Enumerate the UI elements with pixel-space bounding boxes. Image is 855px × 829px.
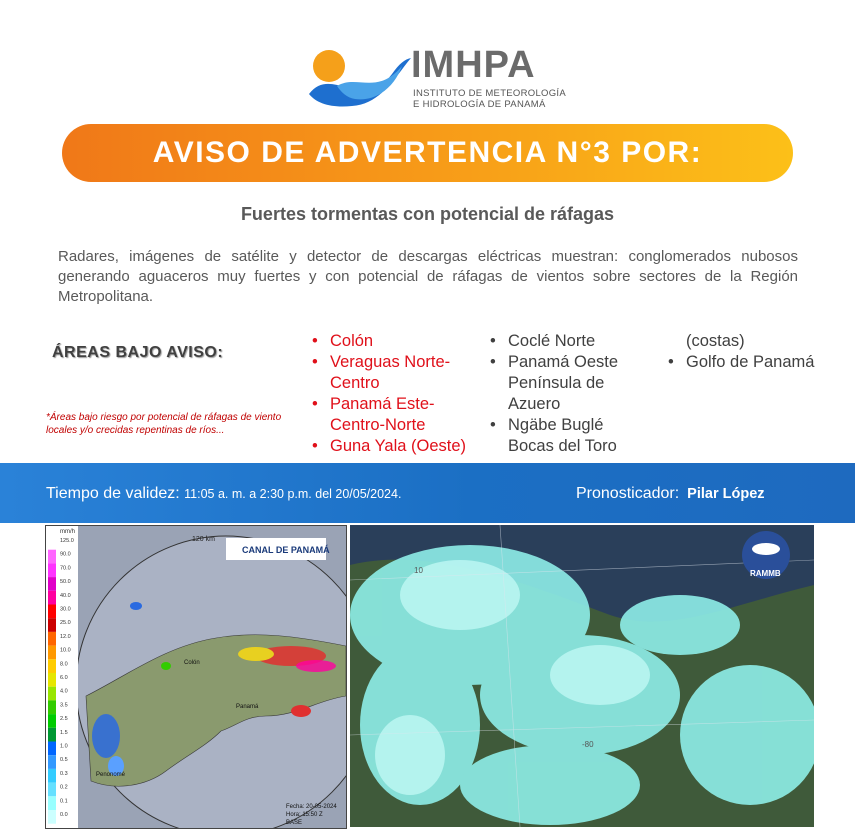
forecaster-name: Pilar López xyxy=(687,486,765,502)
list-item: • Coclé Norte xyxy=(490,332,596,350)
warning-description: Radares, imágenes de satélite y detector de descargas eléctricas muestran: conglomerados nubosos generando aguaceros muy fuertes y con potencial de ráfagas de vientos sobre sectores de la Región Metropolitana. xyxy=(58,248,798,305)
logo-subtitle-line1: INSTITUTO DE METEOROLOGÍA xyxy=(413,88,567,99)
list-item: • Guna Yala (Oeste) xyxy=(312,437,467,455)
warning-title: AVISO DE ADVERTENCIA N°3 POR: xyxy=(152,136,703,169)
radar-scale-label: 25.0 xyxy=(60,620,71,627)
list-item: (costas) xyxy=(686,332,745,350)
radar-scale-label: 125.0 xyxy=(60,538,74,544)
radar-scale-label: 30.0 xyxy=(60,606,71,613)
satellite-lon-label: -80 xyxy=(582,740,594,749)
validity-value: 11:05 a. m. a 2:30 p.m. del 20/05/2024. xyxy=(184,487,402,501)
satellite-brand: RAMMB xyxy=(750,569,781,578)
list-item: • Veraguas Norte- xyxy=(312,353,451,371)
radar-scale-label: 3.5 xyxy=(60,702,68,709)
list-item: • Panamá Oeste xyxy=(490,353,619,371)
warning-banner xyxy=(62,124,793,182)
warning-subtitle: Fuertes tormentas con potencial de ráfagas xyxy=(240,204,615,224)
radar-scale-label: 12.0 xyxy=(60,633,71,640)
radar-base: BASE xyxy=(286,820,303,826)
radar-scale-swatch xyxy=(48,632,56,646)
radar-place-panama: Panamá xyxy=(236,704,259,710)
radar-scale-swatch xyxy=(48,673,56,687)
radar-scale-swatch xyxy=(48,783,56,797)
areas-column-2 xyxy=(490,331,618,457)
radar-scale-swatch xyxy=(48,769,56,783)
list-item: Península de xyxy=(508,374,605,392)
radar-scale-label: 0.5 xyxy=(60,757,68,764)
radar-scale-swatch xyxy=(48,618,56,632)
cloud-icon xyxy=(752,543,780,555)
radar-scale-swatch xyxy=(48,810,56,824)
radar-scale-swatch xyxy=(48,550,56,564)
list-item: • Colón xyxy=(312,332,374,350)
radar-scale-swatch xyxy=(48,728,56,742)
radar-scale-swatch xyxy=(48,714,56,728)
radar-scale-label: 0.1 xyxy=(60,798,68,805)
radar-scale-label: 40.0 xyxy=(60,592,71,599)
radar-scale-label: 2.5 xyxy=(60,716,68,723)
areas-column-3 xyxy=(668,331,814,373)
forecaster-text xyxy=(576,485,765,503)
logo-sun-icon xyxy=(313,50,345,82)
radar-scale-swatch xyxy=(48,536,56,550)
radar-date: Fecha: 20-05-2024 xyxy=(286,804,337,810)
radar-scale-label: 4.0 xyxy=(60,688,68,695)
radar-brand: CANAL DE PANAMÁ xyxy=(242,545,330,555)
radar-time: Hora: 15:50 Z xyxy=(286,812,323,818)
radar-scale-label: 1.0 xyxy=(60,743,68,750)
radar-scale-label: 0.3 xyxy=(60,770,68,777)
radar-place-penonome: Penonomé xyxy=(96,772,126,778)
radar-scale-label: 1.5 xyxy=(60,729,68,736)
rammb-logo xyxy=(742,531,790,579)
list-item: Bocas del Toro xyxy=(508,437,617,455)
radar-unit: mm/h xyxy=(60,529,75,535)
radar-scale-swatch xyxy=(48,742,56,756)
radar-place-colon: Colón xyxy=(184,660,200,666)
radar-scale-label: 6.0 xyxy=(60,675,68,681)
list-item: Centro-Norte xyxy=(330,416,426,434)
risk-note: *Áreas bajo riesgo por potencial de ráfagas de viento locales y/o crecidas repentinas de ríos... xyxy=(46,412,282,436)
satellite-lat-label: 10 xyxy=(414,566,423,575)
areas-column-risk xyxy=(312,331,472,457)
validity-text: Tiempo de validez: 11:05 a. m. a 2:30 p.m. del 20/05/2024. xyxy=(46,485,402,502)
radar-scale-swatch xyxy=(48,591,56,605)
validity-label: Tiempo de validez xyxy=(46,485,176,502)
radar-scale-swatch xyxy=(48,687,56,701)
radar-scale-swatch xyxy=(48,755,56,769)
radar-scale-label: 8.0 xyxy=(60,661,68,668)
radar-scale-label: 0.2 xyxy=(60,784,68,791)
radar-scale-label: 50.0 xyxy=(60,579,71,586)
list-item: • Golfo de Panamá xyxy=(668,353,815,371)
radar-scale-swatch xyxy=(48,605,56,619)
radar-scale-swatch xyxy=(48,563,56,577)
areas-label: ÁREAS BAJO AVISO: xyxy=(52,344,224,361)
radar-scale-swatch xyxy=(48,577,56,591)
radar-scale-label: 0.0 xyxy=(60,812,68,818)
radar-scale-swatch xyxy=(48,646,56,660)
satellite-image xyxy=(350,525,814,827)
radar-scale-swatch xyxy=(48,796,56,810)
list-item: • Panamá Este- xyxy=(312,395,435,413)
list-item: • Ngäbe Buglé xyxy=(490,416,604,434)
forecaster-label: Pronosticador: xyxy=(576,485,680,502)
list-item: Azuero xyxy=(508,395,561,413)
radar-scale-label: 90.0 xyxy=(60,551,71,558)
radar-range: 120 km xyxy=(192,536,215,543)
radar-scale-swatch xyxy=(48,700,56,714)
radar-scale-swatch xyxy=(48,659,56,673)
logo-subtitle-line2: E HIDROLOGÍA DE PANAMÁ xyxy=(413,99,546,110)
radar-scale-label: 70.0 xyxy=(60,565,71,572)
radar-image xyxy=(45,525,347,829)
logo-title: IMHPA xyxy=(411,44,536,86)
list-item: Centro xyxy=(330,374,380,392)
radar-scale-label: 10.0 xyxy=(60,647,71,654)
